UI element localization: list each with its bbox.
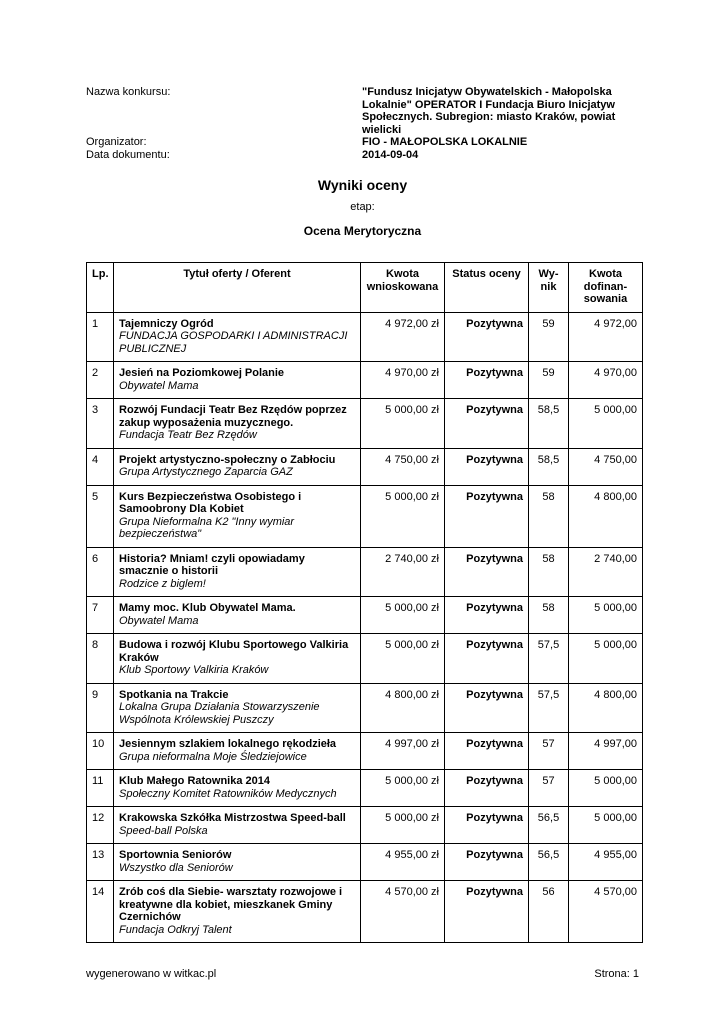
offer-title: Budowa i rozwój Klubu Sportowego Valkiria Kraków	[119, 639, 349, 664]
cell-status: Pozytywna	[445, 683, 529, 733]
cell-lp: 7	[87, 597, 114, 634]
header-dofinansowanie: Kwota dofinan- sowania	[569, 263, 643, 313]
cell-lp: 8	[87, 634, 114, 684]
table-row	[87, 399, 643, 449]
cell-kwota: 5 000,00 zł	[361, 634, 445, 684]
cell-dofinansowanie: 4 800,00	[569, 683, 643, 733]
table-body	[87, 312, 643, 943]
cell-lp: 3	[87, 399, 114, 449]
offer-title: Zrób coś dla Siebie- warsztaty rozwojowe i kreatywne dla kobiet, mieszkanek Gminy Czernichów	[119, 886, 343, 923]
offer-organization: Grupa Artystycznego Zaparcia GAZ	[119, 466, 293, 478]
contest-value: "Fundusz Inicjatyw Obywatelskich - Małopolska Lokalnie" OPERATOR I Fundacja Biuro Inicjatyw Społecznych. Subregion: miasto Kraków, powiat wielicki	[362, 86, 616, 136]
cell-dofinansowanie: 5 000,00	[569, 634, 643, 684]
offer-title: Kurs Bezpieczeństwa Osobistego i Samoobrony Dla Kobiet	[119, 490, 302, 515]
cell-lp: 1	[87, 312, 114, 362]
table-row	[87, 485, 643, 547]
cell-lp: 5	[87, 485, 114, 547]
document-meta	[86, 86, 646, 161]
offer-title: Tajemniczy Ogród	[119, 317, 214, 330]
cell-title	[114, 448, 361, 485]
cell-lp: 11	[87, 770, 114, 807]
cell-lp: 6	[87, 547, 114, 597]
offer-organization: Wszystko dla Seniorów	[119, 861, 233, 874]
table-row	[87, 362, 643, 399]
offer-title: Klub Małego Ratownika 2014	[119, 775, 270, 787]
table-row	[87, 312, 643, 362]
table-row	[87, 683, 643, 733]
cell-lp: 12	[87, 807, 114, 844]
offer-organization: Fundacja Teatr Bez Rzędów	[119, 429, 257, 441]
cell-wynik: 58,5	[529, 399, 569, 449]
footer-page-number: Strona: 1	[594, 968, 639, 980]
cell-status: Pozytywna	[445, 597, 529, 634]
cell-status: Pozytywna	[445, 485, 529, 547]
cell-kwota: 5 000,00 zł	[361, 807, 445, 844]
offer-organization: Obywatel Mama	[119, 379, 199, 392]
offer-organization: Grupa nieformalna Moje Śledziejowice	[119, 750, 307, 763]
cell-dofinansowanie: 4 970,00	[569, 362, 643, 399]
organizer-value: FIO - MAŁOPOLSKA LOKALNIE	[362, 136, 528, 148]
cell-wynik: 59	[529, 312, 569, 362]
cell-kwota: 4 800,00 zł	[361, 683, 445, 733]
offer-organization: Obywatel Mama	[119, 614, 199, 627]
cell-dofinansowanie: 4 997,00	[569, 733, 643, 770]
cell-lp: 13	[87, 844, 114, 881]
header-lp: Lp.	[87, 263, 114, 313]
contest-row	[86, 86, 646, 136]
cell-wynik: 56,5	[529, 844, 569, 881]
cell-lp: 4	[87, 448, 114, 485]
cell-dofinansowanie: 5 000,00	[569, 807, 643, 844]
cell-status: Pozytywna	[445, 399, 529, 449]
header-status: Status oceny	[445, 263, 529, 313]
date-label: Data dokumentu:	[86, 148, 170, 161]
cell-dofinansowanie: 5 000,00	[569, 399, 643, 449]
contest-label: Nazwa konkursu:	[86, 86, 171, 98]
offer-organization: Lokalna Grupa Działania Stowarzyszenie Wspólnota Królewskiej Puszczy	[119, 701, 320, 726]
cell-title	[114, 844, 361, 881]
cell-wynik: 56,5	[529, 807, 569, 844]
results-table	[86, 262, 643, 943]
table-row	[87, 597, 643, 634]
cell-title	[114, 485, 361, 547]
table-row	[87, 844, 643, 881]
cell-kwota: 5 000,00 zł	[361, 770, 445, 807]
offer-organization: Klub Sportowy Valkiria Kraków	[119, 664, 269, 676]
cell-status: Pozytywna	[445, 547, 529, 597]
offer-title: Projekt artystyczno-społeczny o Zabłociu	[119, 453, 336, 466]
cell-title	[114, 683, 361, 733]
cell-dofinansowanie: 4 955,00	[569, 844, 643, 881]
cell-lp: 2	[87, 362, 114, 399]
offer-organization: Speed-ball Polska	[119, 824, 208, 837]
organizer-label: Organizator:	[86, 136, 147, 148]
cell-status: Pozytywna	[445, 312, 529, 362]
cell-title	[114, 733, 361, 770]
cell-kwota: 4 750,00 zł	[361, 448, 445, 485]
cell-title	[114, 807, 361, 844]
organizer-row	[86, 136, 646, 149]
offer-organization: Fundacja Odkryj Talent	[119, 923, 232, 936]
cell-status: Pozytywna	[445, 448, 529, 485]
cell-kwota: 4 955,00 zł	[361, 844, 445, 881]
header-title: Tytuł oferty / Oferent	[114, 263, 361, 313]
offer-organization: Społeczny Komitet Ratowników Medycznych	[119, 787, 337, 800]
cell-title	[114, 399, 361, 449]
offer-title: Historia? Mniam! czyli opowiadamy smacznie o historii	[119, 552, 305, 577]
date-value: 2014-09-04	[362, 148, 419, 161]
cell-kwota: 4 570,00 zł	[361, 881, 445, 943]
cell-kwota: 4 970,00 zł	[361, 362, 445, 399]
cell-kwota: 2 740,00 zł	[361, 547, 445, 597]
cell-dofinansowanie: 2 740,00	[569, 547, 643, 597]
cell-wynik: 57,5	[529, 683, 569, 733]
table-row	[87, 733, 643, 770]
table-row	[87, 547, 643, 597]
table-row	[87, 448, 643, 485]
cell-kwota: 5 000,00 zł	[361, 399, 445, 449]
cell-kwota: 4 972,00 zł	[361, 312, 445, 362]
cell-dofinansowanie: 5 000,00	[569, 597, 643, 634]
date-row	[86, 149, 646, 162]
cell-wynik: 56	[529, 881, 569, 943]
cell-kwota: 5 000,00 zł	[361, 597, 445, 634]
footer-generated: wygenerowano w witkac.pl	[86, 968, 217, 980]
cell-status: Pozytywna	[445, 881, 529, 943]
cell-wynik: 58,5	[529, 448, 569, 485]
cell-status: Pozytywna	[445, 634, 529, 684]
cell-wynik: 59	[529, 362, 569, 399]
cell-status: Pozytywna	[445, 362, 529, 399]
offer-title: Sportownia Seniorów	[119, 849, 232, 861]
cell-title	[114, 634, 361, 684]
offer-title: Mamy moc. Klub Obywatel Mama.	[119, 602, 296, 614]
cell-status: Pozytywna	[445, 844, 529, 881]
cell-dofinansowanie: 5 000,00	[569, 770, 643, 807]
page-footer	[86, 968, 639, 980]
offer-organization: Grupa Nieformalna K2 "Inny wymiar bezpieczeństwa"	[119, 515, 295, 540]
cell-dofinansowanie: 4 972,00	[569, 312, 643, 362]
cell-status: Pozytywna	[445, 807, 529, 844]
table-row	[87, 770, 643, 807]
table-row	[87, 807, 643, 844]
cell-title	[114, 770, 361, 807]
cell-wynik: 58	[529, 485, 569, 547]
cell-title	[114, 312, 361, 362]
cell-lp: 9	[87, 683, 114, 733]
offer-title: Rozwój Fundacji Teatr Bez Rzędów poprzez zakup wyposażenia muzycznego.	[119, 404, 347, 429]
offer-title: Jesiennym szlakiem lokalnego rękodzieła	[119, 738, 337, 750]
offer-title: Spotkania na Trakcie	[119, 688, 229, 701]
table-header-row	[87, 263, 643, 313]
offer-title: Krakowska Szkółka Mistrzostwa Speed-ball	[119, 812, 346, 824]
offer-title: Jesień na Poziomkowej Polanie	[119, 367, 285, 379]
cell-wynik: 57	[529, 770, 569, 807]
header-kwota: Kwota wnioskowana	[361, 263, 445, 313]
table-row	[87, 634, 643, 684]
cell-lp: 14	[87, 881, 114, 943]
cell-title	[114, 547, 361, 597]
stage-name: Ocena Merytoryczna	[303, 224, 422, 238]
cell-wynik: 57,5	[529, 634, 569, 684]
cell-kwota: 4 997,00 zł	[361, 733, 445, 770]
stage-label: etap:	[350, 201, 375, 213]
table-row	[87, 881, 643, 943]
cell-title	[114, 362, 361, 399]
cell-dofinansowanie: 4 750,00	[569, 448, 643, 485]
offer-organization: FUNDACJA GOSPODARKI I ADMINISTRACJI PUBLICZNEJ	[119, 330, 348, 355]
cell-status: Pozytywna	[445, 733, 529, 770]
cell-status: Pozytywna	[445, 770, 529, 807]
offer-organization: Rodzice z biglem!	[119, 577, 206, 590]
header-wynik: Wy- nik	[529, 263, 569, 313]
cell-wynik: 58	[529, 547, 569, 597]
cell-wynik: 58	[529, 597, 569, 634]
cell-title	[114, 597, 361, 634]
cell-wynik: 57	[529, 733, 569, 770]
cell-dofinansowanie: 4 800,00	[569, 485, 643, 547]
cell-lp: 10	[87, 733, 114, 770]
cell-title	[114, 881, 361, 943]
cell-dofinansowanie: 4 570,00	[569, 881, 643, 943]
page-title: Wyniki oceny	[317, 177, 408, 193]
cell-kwota: 5 000,00 zł	[361, 485, 445, 547]
